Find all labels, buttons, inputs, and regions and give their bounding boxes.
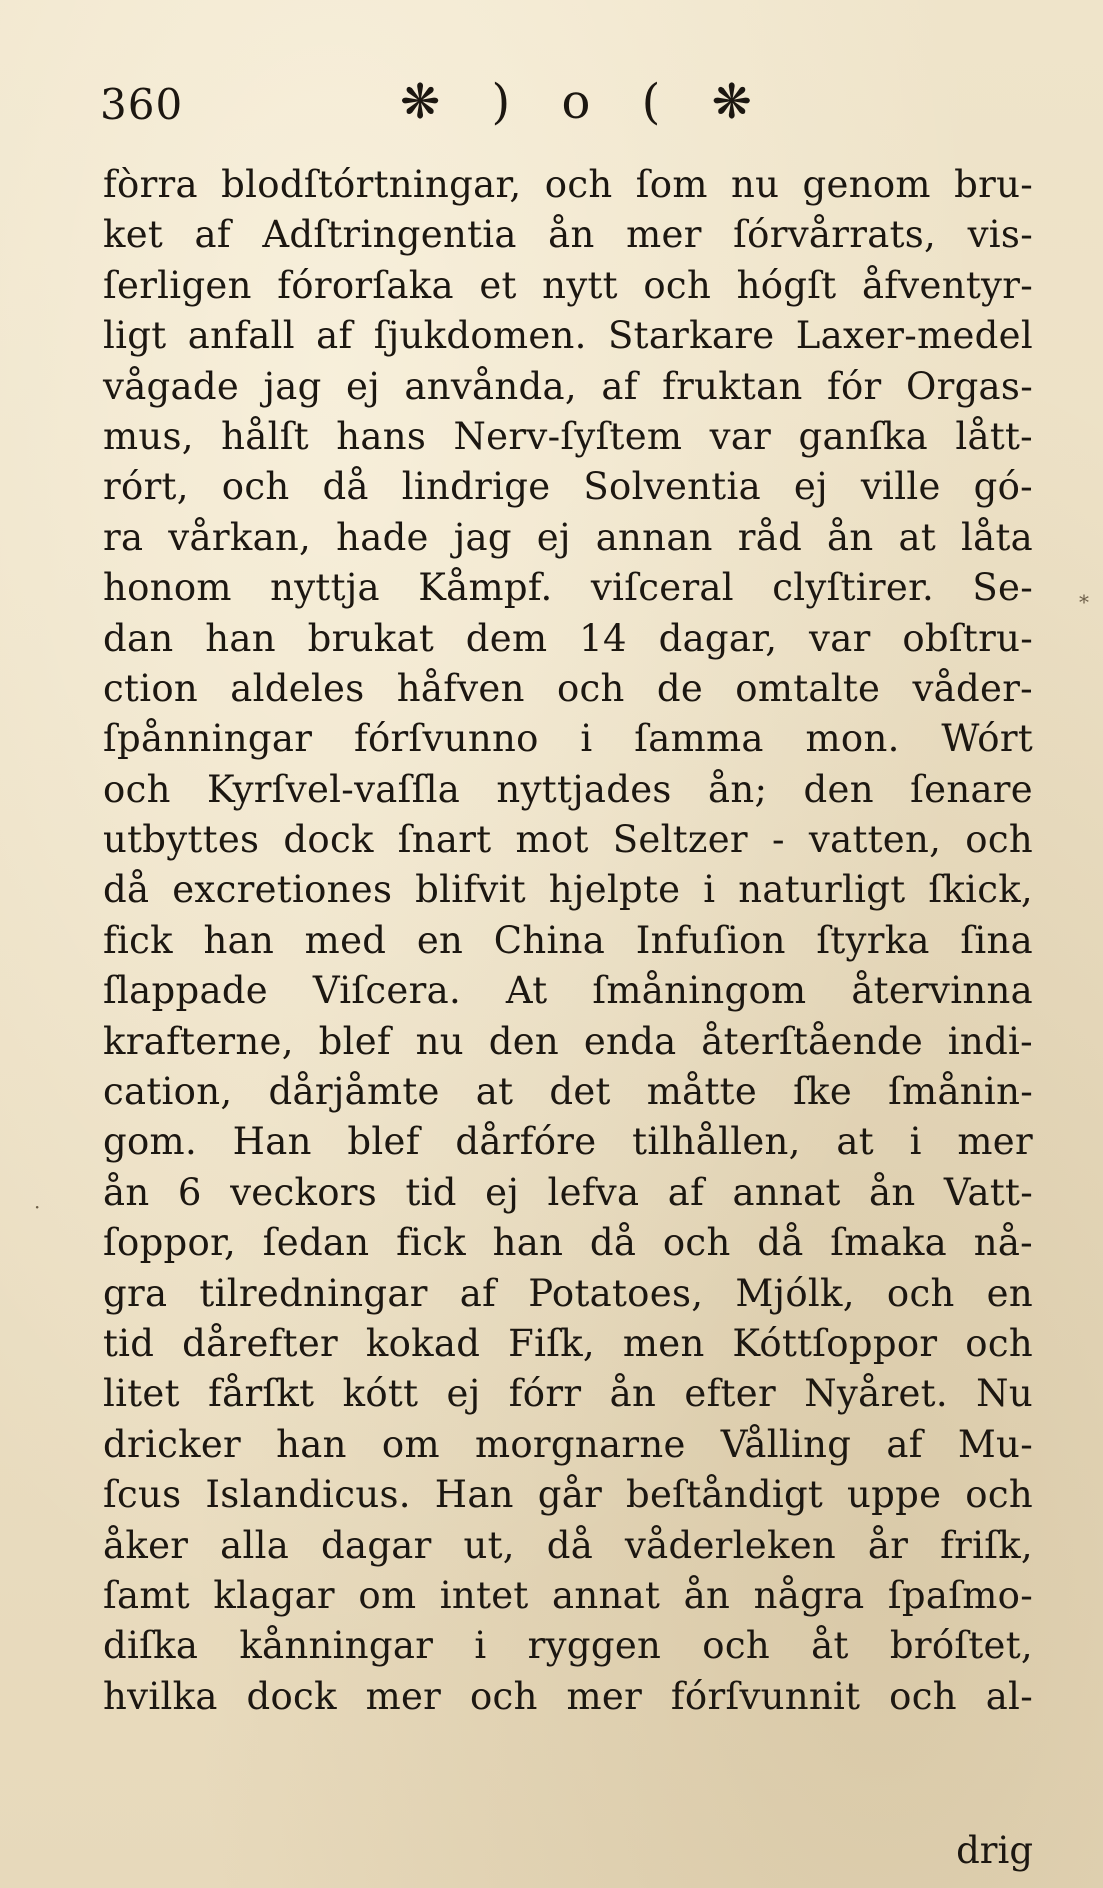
text-line: ſcus Islandicus. Han går beſtåndigt uppe och xyxy=(103,1473,1033,1517)
text-line: då excretiones blifvit hjelpte i naturligt ſkick, xyxy=(103,868,1033,912)
margin-mark: * xyxy=(1079,590,1089,614)
page-number: 360 xyxy=(100,80,184,129)
text-line: ket af Adſtringentia ån mer ſórvårrats, vis- xyxy=(103,213,1033,257)
text-line: ſoppor, ſedan fick han då och då ſmaka nå- xyxy=(103,1221,1033,1265)
text-line: vågade jag ej anvånda, af fruktan fór Orgas- xyxy=(103,364,1033,408)
text-line: ction aldeles håfven och de omtalte våder- xyxy=(103,666,1033,710)
text-line: cation, dårjåmte at det måtte ſke ſmånin- xyxy=(103,1070,1033,1114)
text-line: ra vårkan, hade jag ej annan råd ån at låta xyxy=(103,515,1033,559)
margin-mark: · xyxy=(34,1195,41,1219)
text-line: ſpånningar fórſvunno i ſamma mon. Wórt xyxy=(103,717,1033,761)
text-line: krafterne, blef nu den enda återſtående indi- xyxy=(103,1019,1033,1063)
catchword: drig xyxy=(956,1829,1033,1872)
text-line: diſka kånningar i ryggen och åt bróſtet, xyxy=(103,1624,1033,1668)
text-line: gra tilredningar af Potatoes, Mjólk, och en xyxy=(103,1271,1033,1315)
page-header xyxy=(100,74,1000,138)
text-line: ſerligen fórorſaka et nytt och hógſt åfventyr- xyxy=(103,263,1033,307)
text-line: mus, hålſt hans Nerv-ſyſtem var ganſka lått- xyxy=(103,414,1033,458)
text-line: ligt anfall af ſjukdomen. Starkare Laxer-medel xyxy=(103,314,1033,358)
header-ornament: ❋ ) o ( ❋ xyxy=(400,74,770,130)
text-line: honom nyttja Kåmpf. viſceral clyſtirer. Se- xyxy=(103,566,1033,610)
text-line: dan han brukat dem 14 dagar, var obſtru- xyxy=(103,616,1033,660)
text-line: åker alla dagar ut, då våderleken år friſk, xyxy=(103,1523,1033,1567)
text-line: hvilka dock mer och mer fórſvunnit och al- xyxy=(103,1674,1033,1718)
text-line: dricker han om morgnarne Vålling af Mu- xyxy=(103,1422,1033,1466)
text-line: och Kyrſvel-vaſſla nyttjades ån; den ſenare xyxy=(103,767,1033,811)
text-line: fick han med en China Infuſion ſtyrka ſina xyxy=(103,918,1033,962)
text-line: fòrra blodſtórtningar, och ſom nu genom bru- xyxy=(103,163,1033,206)
text-line: tid dårefter kokad Fiſk, men Kóttſoppor och xyxy=(103,1321,1033,1365)
text-line: gom. Han blef dårfóre tilhållen, at i mer xyxy=(103,1120,1033,1164)
text-line: ån 6 veckors tid ej lefva af annat ån Vatt- xyxy=(103,1170,1033,1214)
text-line: ſamt klagar om intet annat ån några ſpaſmo- xyxy=(103,1573,1033,1617)
text-line: litet fårſkt kótt ej fórr ån efter Nyåret. Nu xyxy=(103,1372,1033,1416)
text-line: utbyttes dock ſnart mot Seltzer - vatten, och xyxy=(103,818,1033,862)
body-text xyxy=(103,160,1033,1722)
text-line: ſlappade Viſcera. At ſmåningom återvinna xyxy=(103,969,1033,1013)
text-line: rórt, och då lindrige Solventia ej ville gó- xyxy=(103,465,1033,509)
